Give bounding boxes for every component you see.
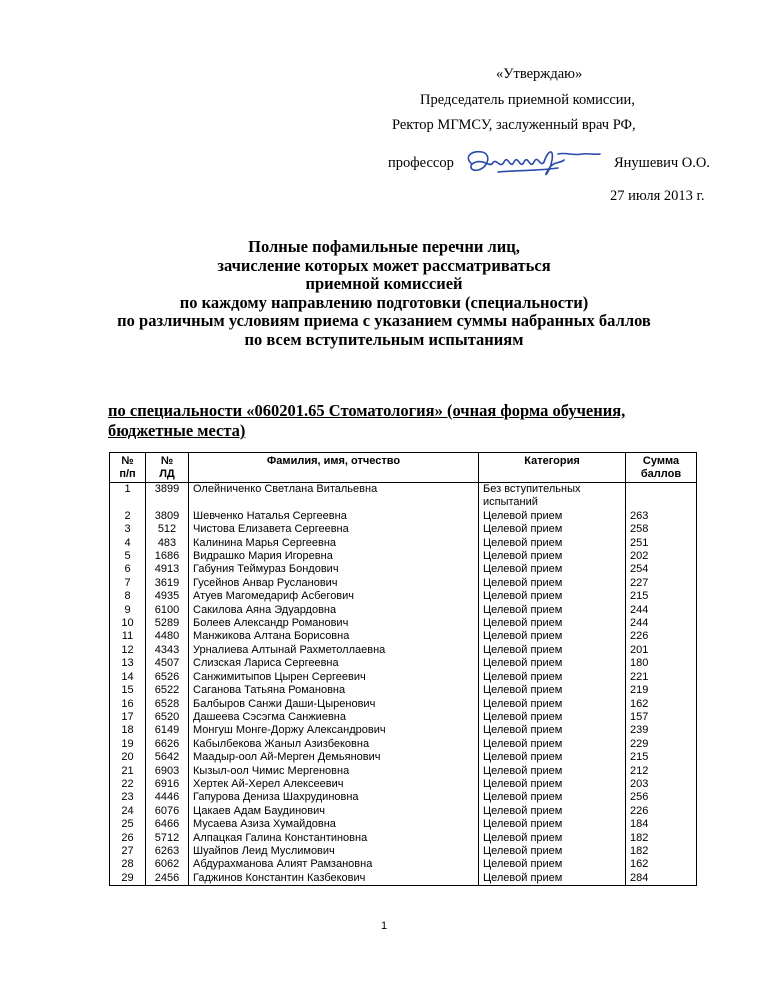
cell-ld: 4446 xyxy=(146,791,189,804)
cell-score: 227 xyxy=(626,577,697,590)
cell-score: 263 xyxy=(626,510,697,523)
cell-name: Абдурахманова Алият Рамзановна xyxy=(189,858,479,871)
table-row xyxy=(110,805,697,818)
cell-ld: 6528 xyxy=(146,698,189,711)
cell-name: Кабылбекова Жаныл Азизбековна xyxy=(189,738,479,751)
cell-category: Целевой прием xyxy=(479,604,626,617)
cell-num: 29 xyxy=(110,872,146,886)
cell-score: 244 xyxy=(626,604,697,617)
cell-ld: 6263 xyxy=(146,845,189,858)
cell-category: Целевой прием xyxy=(479,791,626,804)
cell-name: Слизская Лариса Сергеевна xyxy=(189,657,479,670)
cell-name: Саганова Татьяна Романовна xyxy=(189,684,479,697)
cell-ld: 6916 xyxy=(146,778,189,791)
cell-num: 26 xyxy=(110,832,146,845)
cell-category: Целевой прием xyxy=(479,550,626,563)
cell-name: Хертек Ай-Херел Алексеевич xyxy=(189,778,479,791)
cell-num: 27 xyxy=(110,845,146,858)
cell-num: 17 xyxy=(110,711,146,724)
cell-score: 184 xyxy=(626,818,697,831)
cell-num: 10 xyxy=(110,617,146,630)
header-category: Категория xyxy=(479,453,626,483)
table-row xyxy=(110,724,697,737)
cell-name: Атуев Магомедариф Асбегович xyxy=(189,590,479,603)
table-row xyxy=(110,482,697,510)
cell-score: 226 xyxy=(626,805,697,818)
cell-ld: 6076 xyxy=(146,805,189,818)
cell-category: Целевой прием xyxy=(479,751,626,764)
cell-name: Чистова Елизавета Сергеевна xyxy=(189,523,479,536)
cell-name: Гусейнов Анвар Русланович xyxy=(189,577,479,590)
cell-name: Мусаева Азиза Хумайдовна xyxy=(189,818,479,831)
cell-num: 5 xyxy=(110,550,146,563)
cell-score: 182 xyxy=(626,845,697,858)
table-row xyxy=(110,510,697,523)
cell-score: 215 xyxy=(626,751,697,764)
cell-score: 203 xyxy=(626,778,697,791)
cell-score: 254 xyxy=(626,563,697,576)
cell-score: 229 xyxy=(626,738,697,751)
cell-category: Целевой прием xyxy=(479,630,626,643)
cell-category: Целевой прием xyxy=(479,818,626,831)
cell-num: 20 xyxy=(110,751,146,764)
cell-score xyxy=(626,482,697,510)
cell-num: 6 xyxy=(110,563,146,576)
cell-category: Целевой прием xyxy=(479,657,626,670)
cell-category: Без вступительных испытаний xyxy=(479,482,626,510)
cell-ld: 6626 xyxy=(146,738,189,751)
table-row xyxy=(110,563,697,576)
cell-name: Шевченко Наталья Сергеевна xyxy=(189,510,479,523)
approval-heading: «Утверждаю» xyxy=(496,66,583,82)
table-row xyxy=(110,858,697,871)
cell-category: Целевой прием xyxy=(479,778,626,791)
cell-name: Балбыров Санжи Даши-Цыренович xyxy=(189,698,479,711)
cell-category: Целевой прием xyxy=(479,711,626,724)
cell-ld: 6520 xyxy=(146,711,189,724)
cell-score: 256 xyxy=(626,791,697,804)
cell-num: 8 xyxy=(110,590,146,603)
cell-num: 7 xyxy=(110,577,146,590)
cell-name: Гапурова Дениза Шахрудиновна xyxy=(189,791,479,804)
cell-num: 9 xyxy=(110,604,146,617)
table-row xyxy=(110,550,697,563)
approval-name: Янушевич О.О. xyxy=(614,155,710,171)
table-row xyxy=(110,738,697,751)
cell-name: Санжимитыпов Цырен Сергеевич xyxy=(189,671,479,684)
cell-ld: 2456 xyxy=(146,872,189,886)
cell-ld: 4935 xyxy=(146,590,189,603)
specialty-heading: по специальности «060201.65 Стоматология» (очная форма обучения, бюджетные места) xyxy=(108,401,626,440)
cell-num: 15 xyxy=(110,684,146,697)
cell-category: Целевой прием xyxy=(479,617,626,630)
cell-ld: 3809 xyxy=(146,510,189,523)
cell-name: Шуайпов Леид Муслимович xyxy=(189,845,479,858)
table-row xyxy=(110,671,697,684)
cell-category: Целевой прием xyxy=(479,510,626,523)
cell-score: 284 xyxy=(626,872,697,886)
cell-ld: 5712 xyxy=(146,832,189,845)
header-name: Фамилия, имя, отчество xyxy=(189,453,479,483)
cell-ld: 6149 xyxy=(146,724,189,737)
cell-num: 14 xyxy=(110,671,146,684)
cell-num: 22 xyxy=(110,778,146,791)
table-row xyxy=(110,630,697,643)
table-row xyxy=(110,818,697,831)
table-row xyxy=(110,751,697,764)
page-number: 1 xyxy=(380,920,388,932)
table-header-row xyxy=(110,453,697,483)
title-line: по каждому направлению подготовки (специальности) xyxy=(179,292,589,312)
table-row xyxy=(110,537,697,550)
cell-ld: 3899 xyxy=(146,482,189,510)
cell-num: 2 xyxy=(110,510,146,523)
table-row xyxy=(110,604,697,617)
header-score: Сумма баллов xyxy=(626,453,697,483)
cell-ld: 6466 xyxy=(146,818,189,831)
table-row xyxy=(110,778,697,791)
table-row xyxy=(110,617,697,630)
cell-ld: 4343 xyxy=(146,644,189,657)
cell-num: 1 xyxy=(110,482,146,510)
cell-score: 226 xyxy=(626,630,697,643)
signature-icon xyxy=(458,140,608,184)
cell-ld: 512 xyxy=(146,523,189,536)
cell-ld: 4507 xyxy=(146,657,189,670)
cell-score: 201 xyxy=(626,644,697,657)
cell-category: Целевой прием xyxy=(479,738,626,751)
cell-name: Урналиева Алтынай Рахметоллаевна xyxy=(189,644,479,657)
cell-num: 24 xyxy=(110,805,146,818)
cell-category: Целевой прием xyxy=(479,644,626,657)
cell-name: Алпацкая Галина Константиновна xyxy=(189,832,479,845)
cell-score: 157 xyxy=(626,711,697,724)
table-row xyxy=(110,684,697,697)
cell-category: Целевой прием xyxy=(479,563,626,576)
cell-score: 239 xyxy=(626,724,697,737)
table-row xyxy=(110,523,697,536)
cell-category: Целевой прием xyxy=(479,765,626,778)
cell-score: 212 xyxy=(626,765,697,778)
cell-score: 215 xyxy=(626,590,697,603)
document-title xyxy=(0,238,768,350)
cell-category: Целевой прием xyxy=(479,832,626,845)
cell-name: Болеев Александр Романович xyxy=(189,617,479,630)
cell-ld: 6526 xyxy=(146,671,189,684)
cell-category: Целевой прием xyxy=(479,577,626,590)
table-row xyxy=(110,698,697,711)
cell-category: Целевой прием xyxy=(479,537,626,550)
title-line: зачисление которых может рассматриваться xyxy=(217,255,551,275)
cell-ld: 4480 xyxy=(146,630,189,643)
header-num: № п/п xyxy=(110,453,146,483)
cell-name: Кызыл-оол Чимис Мергеновна xyxy=(189,765,479,778)
cell-category: Целевой прием xyxy=(479,872,626,886)
cell-score: 219 xyxy=(626,684,697,697)
cell-name: Видрашко Мария Игоревна xyxy=(189,550,479,563)
cell-ld: 4913 xyxy=(146,563,189,576)
table-row xyxy=(110,765,697,778)
cell-score: 162 xyxy=(626,858,697,871)
cell-category: Целевой прием xyxy=(479,698,626,711)
cell-score: 202 xyxy=(626,550,697,563)
cell-name: Маадыр-оол Ай-Мерген Демьянович xyxy=(189,751,479,764)
cell-ld: 5289 xyxy=(146,617,189,630)
cell-name: Сакилова Аяна Эдуардовна xyxy=(189,604,479,617)
cell-ld: 6903 xyxy=(146,765,189,778)
cell-category: Целевой прием xyxy=(479,684,626,697)
table-row xyxy=(110,644,697,657)
cell-score: 244 xyxy=(626,617,697,630)
table-row xyxy=(110,590,697,603)
cell-score: 258 xyxy=(626,523,697,536)
cell-ld: 483 xyxy=(146,537,189,550)
cell-ld: 6522 xyxy=(146,684,189,697)
cell-name: Дашеева Сэсэгма Санжиевна xyxy=(189,711,479,724)
table-row xyxy=(110,711,697,724)
cell-name: Манжикова Алтана Борисовна xyxy=(189,630,479,643)
cell-name: Калинина Марья Сергеевна xyxy=(189,537,479,550)
table-row xyxy=(110,872,697,886)
table-row xyxy=(110,791,697,804)
cell-num: 25 xyxy=(110,818,146,831)
cell-ld: 6100 xyxy=(146,604,189,617)
cell-category: Целевой прием xyxy=(479,523,626,536)
cell-num: 18 xyxy=(110,724,146,737)
cell-num: 28 xyxy=(110,858,146,871)
cell-category: Целевой прием xyxy=(479,858,626,871)
table-row xyxy=(110,832,697,845)
cell-name: Цакаев Адам Баудинович xyxy=(189,805,479,818)
cell-num: 13 xyxy=(110,657,146,670)
table-row xyxy=(110,657,697,670)
cell-ld: 6062 xyxy=(146,858,189,871)
applicants-table xyxy=(109,452,697,886)
title-line: по всем вступительным испытаниям xyxy=(244,329,524,349)
cell-num: 12 xyxy=(110,644,146,657)
header-ld: № ЛД xyxy=(146,453,189,483)
cell-ld: 1686 xyxy=(146,550,189,563)
cell-num: 4 xyxy=(110,537,146,550)
title-line: по различным условиям приема с указанием суммы набранных баллов xyxy=(117,311,651,331)
cell-ld: 5642 xyxy=(146,751,189,764)
cell-score: 251 xyxy=(626,537,697,550)
cell-category: Целевой прием xyxy=(479,590,626,603)
cell-num: 3 xyxy=(110,523,146,536)
table-row xyxy=(110,845,697,858)
cell-num: 19 xyxy=(110,738,146,751)
approval-chair: Председатель приемной комиссии, xyxy=(420,92,635,108)
cell-category: Целевой прием xyxy=(479,845,626,858)
cell-ld: 3619 xyxy=(146,577,189,590)
cell-num: 16 xyxy=(110,698,146,711)
cell-category: Целевой прием xyxy=(479,671,626,684)
cell-score: 180 xyxy=(626,657,697,670)
cell-score: 221 xyxy=(626,671,697,684)
cell-name: Габуния Теймураз Бондович xyxy=(189,563,479,576)
approval-title: профессор xyxy=(388,155,454,171)
approval-rector: Ректор МГМСУ, заслуженный врач РФ, xyxy=(392,117,636,133)
cell-num: 23 xyxy=(110,791,146,804)
cell-score: 162 xyxy=(626,698,697,711)
cell-num: 21 xyxy=(110,765,146,778)
cell-name: Олейниченко Светлана Витальевна xyxy=(189,482,479,510)
cell-category: Целевой прием xyxy=(479,805,626,818)
cell-num: 11 xyxy=(110,630,146,643)
title-line: приемной комиссией xyxy=(305,274,463,294)
cell-category: Целевой прием xyxy=(479,724,626,737)
cell-score: 182 xyxy=(626,832,697,845)
cell-name: Гаджинов Константин Казбекович xyxy=(189,872,479,886)
cell-name: Монгуш Монге-Доржу Александрович xyxy=(189,724,479,737)
approval-date: 27 июля 2013 г. xyxy=(610,188,705,204)
table-row xyxy=(110,577,697,590)
title-line: Полные пофамильные перечни лиц, xyxy=(248,237,520,256)
